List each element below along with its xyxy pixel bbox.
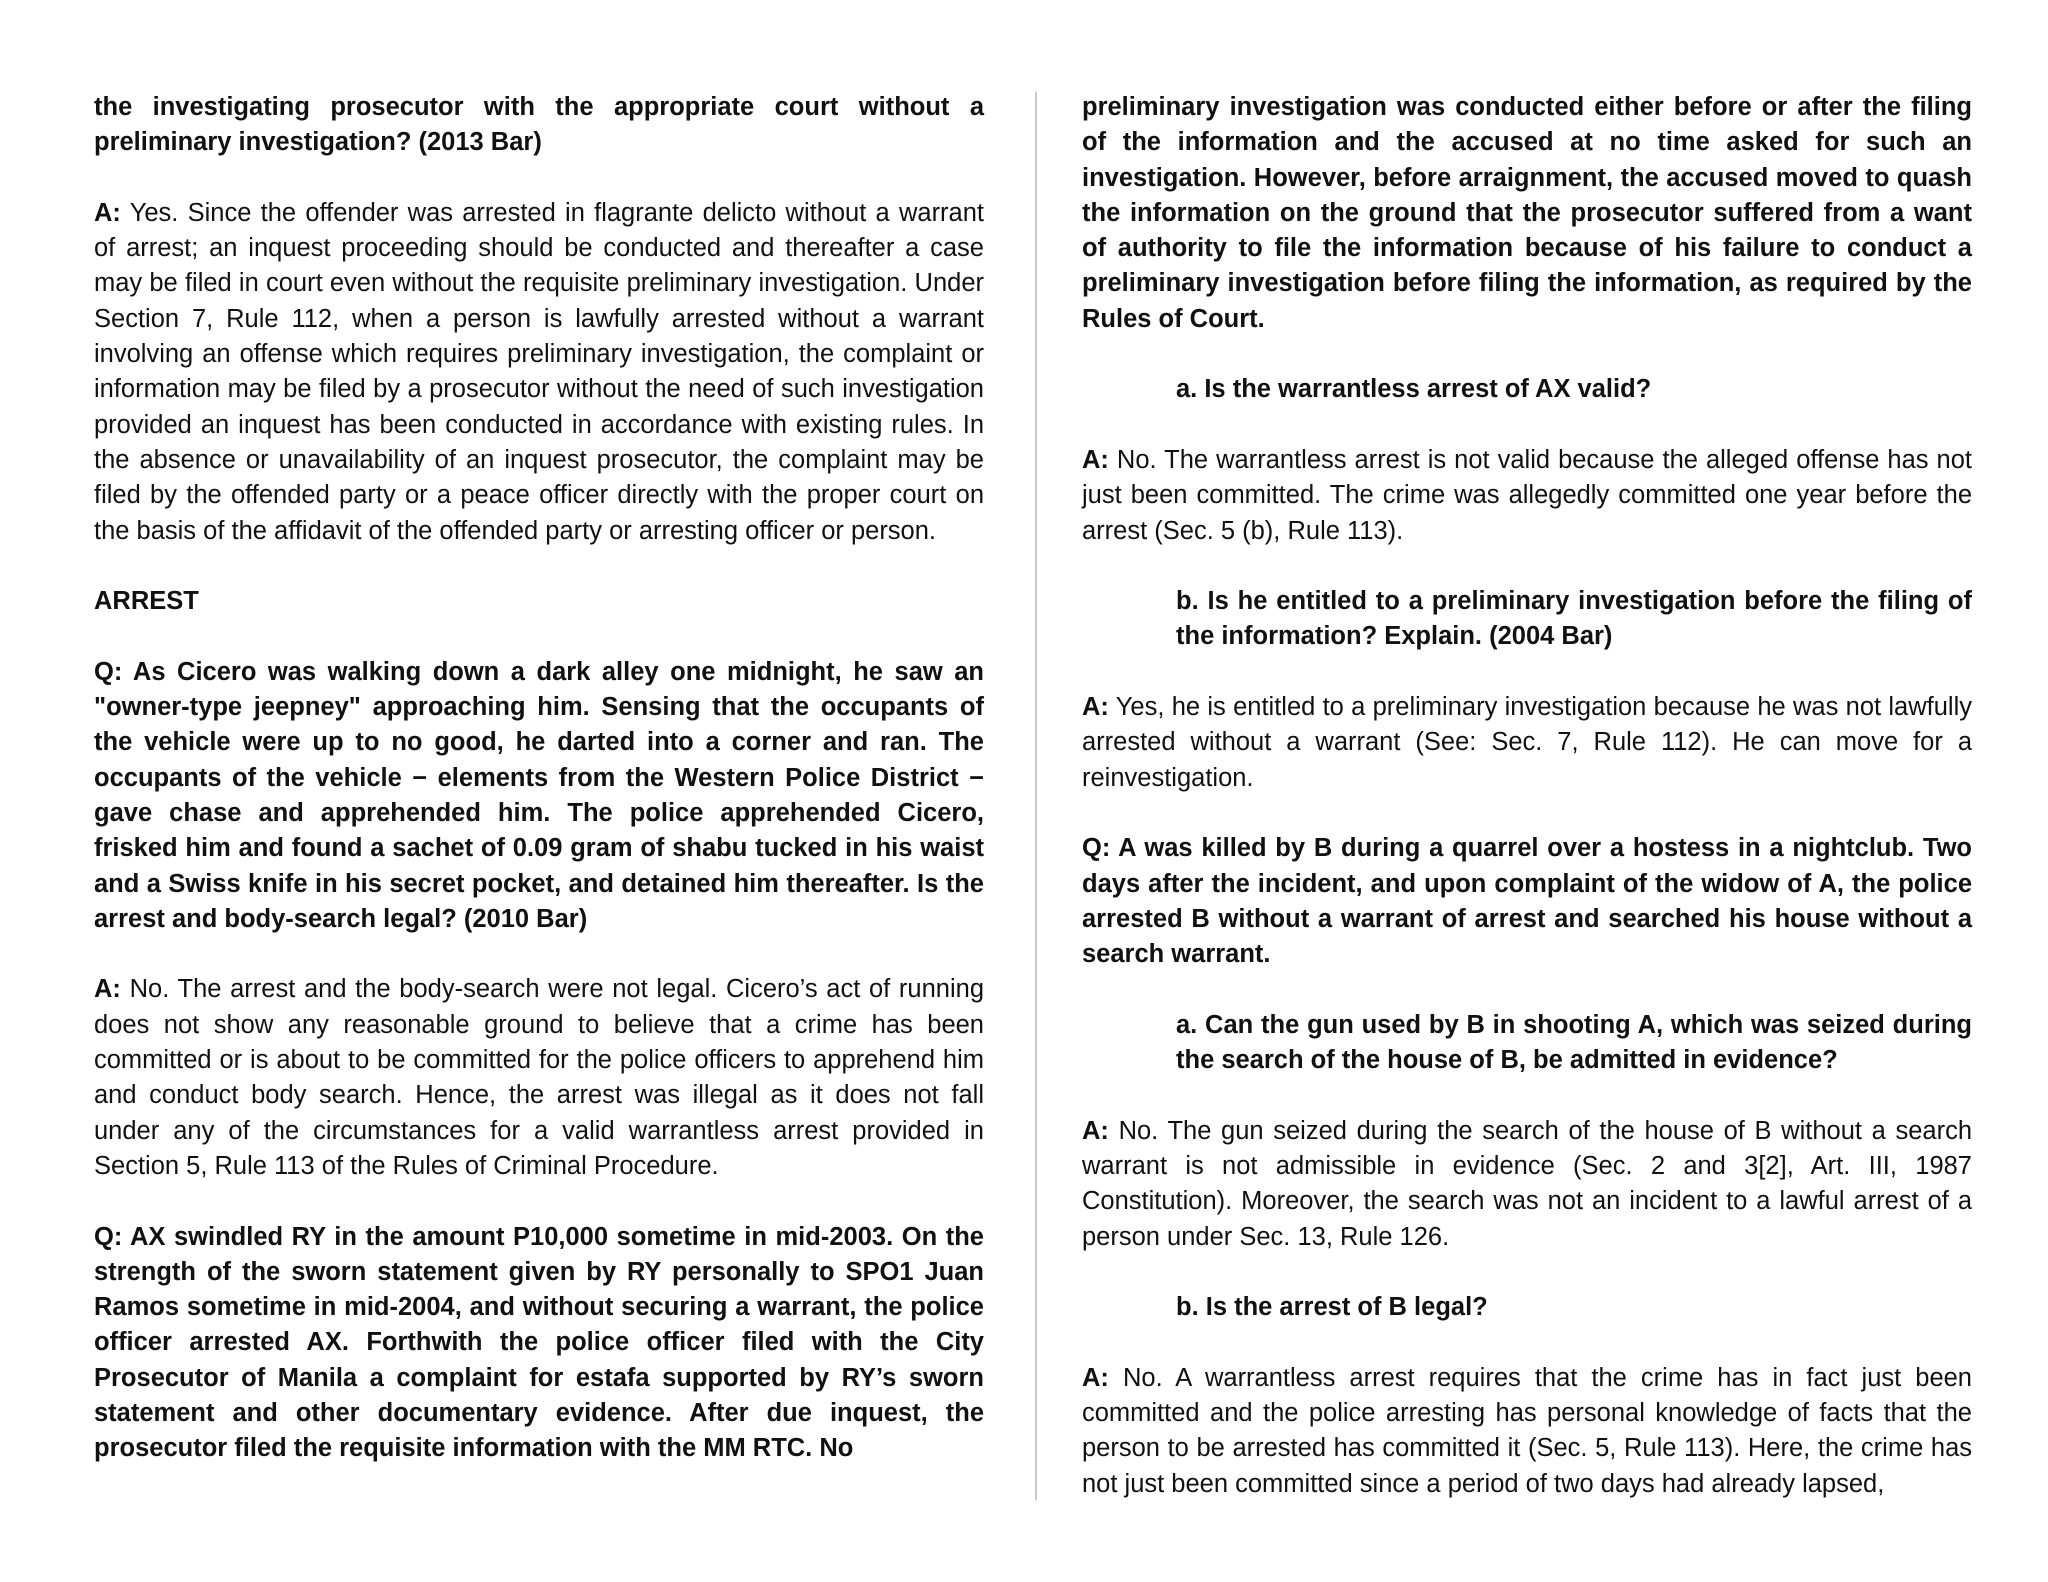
answer-text: Yes, he is entitled to a preliminary investigation because he was not lawfully arrested without a warrant (See: Sec. 7, Rule 112). He can move for a reinvestigation. bbox=[1082, 693, 1972, 792]
section-heading: ARREST bbox=[94, 587, 199, 616]
answer-label: A: bbox=[94, 198, 121, 227]
question-paragraph: Q: A was killed by B during a quarrel over a hostess in a nightclub. Two days after the incident, and upon complaint of the widow of A, the police arrested B without a warrant of arrest and searched his house without a search warrant. bbox=[1082, 834, 1972, 969]
question-continuation: preliminary investigation was conducted either before or after the filing of the information and the accused at no time asked for such an investigation. However, before arraignment, the accused moved to quash the information on the ground that the prosecutor suffered from a want of authority to file the information because of his failure to conduct a preliminary investigation before filing the information, as required by the Rules of Court. bbox=[1082, 93, 1972, 333]
sub-question: a. Is the warrantless arrest of AX valid? bbox=[1176, 375, 1652, 404]
answer-text: No. A warrantless arrest requires that the crime has in fact just been committed and the police arresting has personal knowledge of facts that the person to be arrested has committed it (Sec. 5, Rule 113). Here, the crime has not just been committed since a period of two days had already lapsed, bbox=[1082, 1363, 1972, 1498]
answer-paragraph bbox=[1082, 443, 1972, 549]
answer-label: A: bbox=[1082, 693, 1109, 722]
question-continuation: the investigating prosecutor with the appropriate court without a preliminary investigation? (2013 Bar) bbox=[94, 93, 984, 157]
answer-label: A: bbox=[94, 975, 121, 1004]
answer-text: No. The gun seized during the search of the house of B without a search warrant is not admissible in evidence (Sec. 2 and 3[2], Art. III, 1987 Constitution). Moreover, the search was not an incident to a lawful arrest of a person under Sec. 13, Rule 126. bbox=[1082, 1116, 1972, 1251]
answer-paragraph bbox=[94, 972, 984, 1184]
answer-label: A: bbox=[1082, 1363, 1109, 1392]
left-column bbox=[94, 90, 984, 1467]
sub-question: a. Can the gun used by B in shooting A, which was seized during the search of the house of B, be admitted in evidence? bbox=[1176, 1010, 1972, 1075]
answer-text: No. The arrest and the body-search were not legal. Cicero’s act of running does not show any reasonable ground to believe that a crime has been committed or is about to be committed for the police officers to apprehend him and conduct body search. Hence, the arrest was illegal as it does not fall under any of the circumstances for a valid warrantless arrest provided in Section 5, Rule 113 of the Rules of Criminal Procedure. bbox=[94, 975, 984, 1180]
column-divider bbox=[1035, 92, 1037, 1500]
answer-paragraph bbox=[1082, 690, 1972, 796]
answer-paragraph bbox=[94, 196, 984, 549]
answer-paragraph bbox=[1082, 1361, 1972, 1502]
answer-text: Yes. Since the offender was arrested in flagrante delicto without a warrant of arrest; an inquest proceeding should be conducted and thereafter a case may be filed in court even without the requisite preliminary investigation. Under Section 7, Rule 112, when a person is lawfully arrested without a warrant involving an offense which requires preliminary investigation, the complaint or information may be filed by a prosecutor without the need of such investigation provided an inquest has been conducted in accordance with existing rules. In the absence or unavailability of an inquest prosecutor, the complaint may be filed by the offended party or a peace officer directly with the proper court on the basis of the affidavit of the offended party or arresting officer or person. bbox=[94, 198, 984, 545]
answer-text: No. The warrantless arrest is not valid because the alleged offense has not just been committed. The crime was allegedly committed one year before the arrest (Sec. 5 (b), Rule 113). bbox=[1082, 445, 1972, 545]
answer-label: A: bbox=[1082, 1116, 1109, 1145]
answer-label: A: bbox=[1082, 445, 1109, 474]
question-paragraph: Q: AX swindled RY in the amount P10,000 sometime in mid-2003. On the strength of the sworn statement given by RY personally to SPO1 Juan Ramos sometime in mid-2004, and without securing a warrant, the police officer arrested AX. Forthwith the police officer filed with the City Prosecutor of Manila a complaint for estafa supported by RY’s sworn statement and other documentary evidence. After due inquest, the prosecutor filed the requisite information with the MM RTC. No bbox=[94, 1222, 984, 1463]
question-paragraph: Q: As Cicero was walking down a dark alley one midnight, he saw an "owner-type jeepney" approaching him. Sensing that the occupants of the vehicle were up to no good, he darted into a corner and ran. The occupants of the vehicle − elements from the Western Police District − gave chase and apprehended him. The police apprehended Cicero, frisked him and found a sachet of 0.09 gram of shabu tucked in his waist and a Swiss knife in his secret pocket, and detained him thereafter. Is the arrest and body-search legal? (2010 Bar) bbox=[94, 657, 984, 933]
sub-question: b. Is the arrest of B legal? bbox=[1176, 1293, 1488, 1322]
answer-paragraph bbox=[1082, 1114, 1972, 1255]
right-column bbox=[1082, 90, 1972, 1502]
sub-question: b. Is he entitled to a preliminary investigation before the filing of the information? Explain. (2004 Bar) bbox=[1176, 587, 1972, 651]
